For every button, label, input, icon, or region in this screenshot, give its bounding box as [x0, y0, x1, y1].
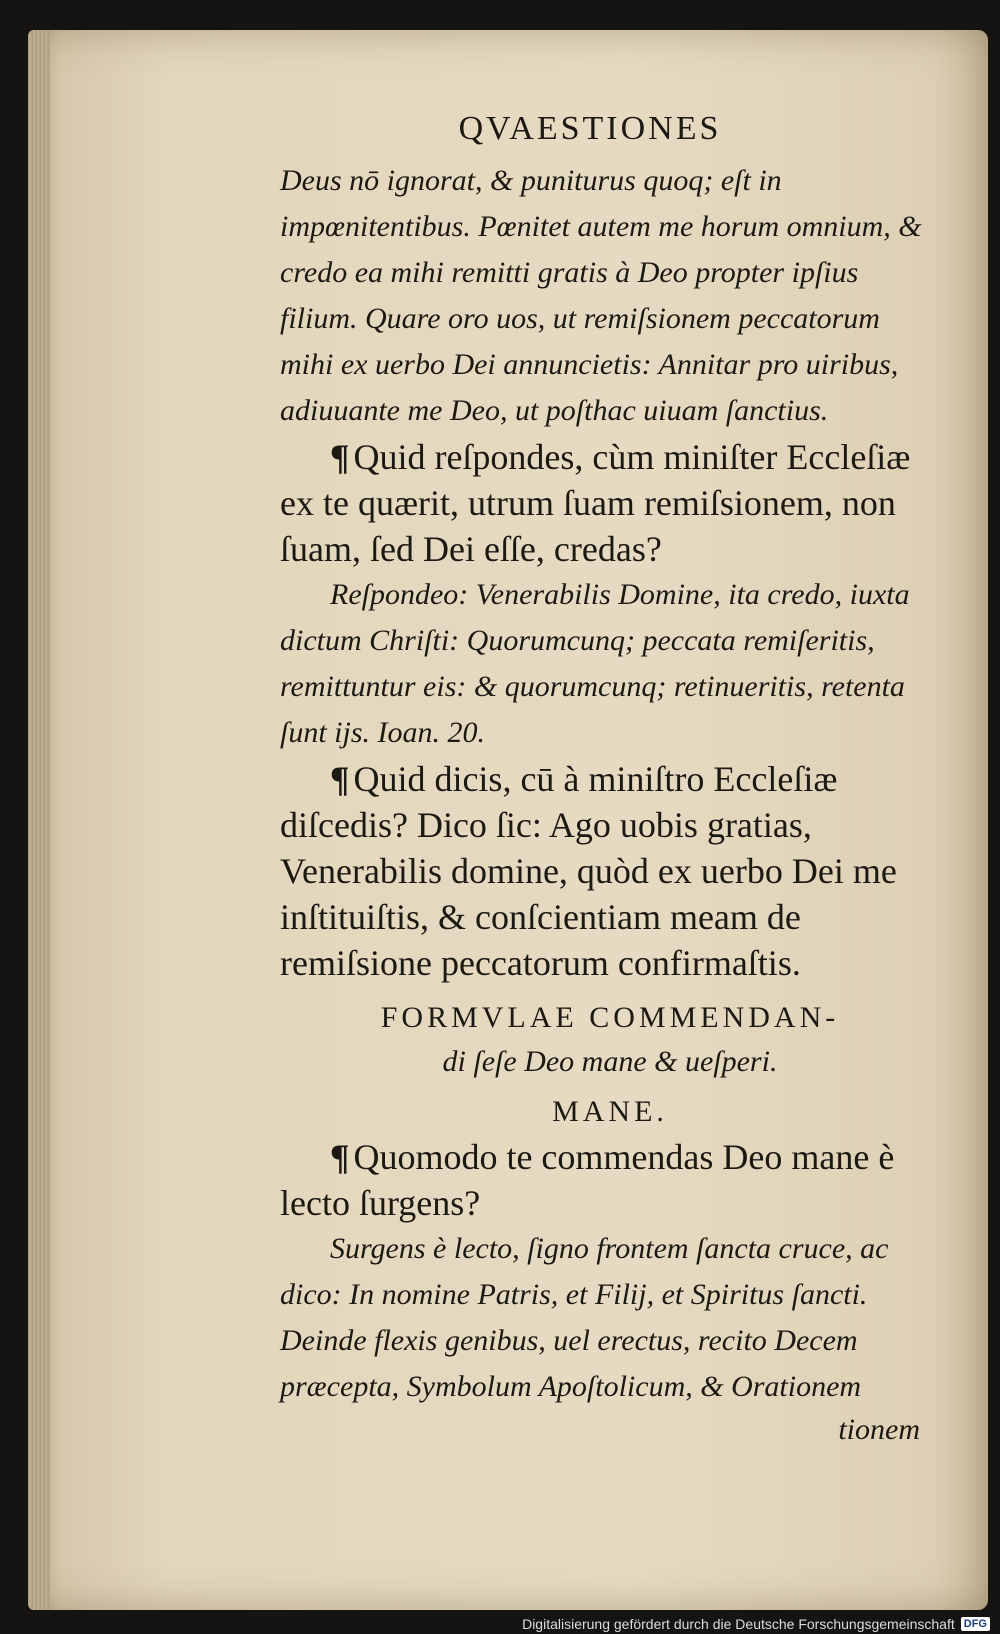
pilcrow-icon: ¶ [330, 1137, 350, 1177]
question-1 [280, 434, 940, 572]
paragraph-1: Deus nō ignorat, & puniturus quoq; eſt in impœnitentibus. Pœnitet autem me horum omnium, & credo ea mihi remitti gratis à Deo propter ipſius filium. Quare oro uos, ut remiſsionem peccatorum mihi ex uerbo Dei annuncietis: Annitar pro uiribus, adiuuante me Deo, ut poſthac uiuam ſanctius. [280, 164, 922, 427]
section-subheading: di ſeſe Deo mane & ueſperi. [442, 1045, 778, 1078]
answer-3: Surgens è lecto, ſigno frontem ſancta cruce, ac dico: In nomine Patris, et Filij, et Spiritus ſancti. Deinde flexis genibus, uel erectus, recito Decem præcepta, Symbolum Apoſtolicum, & Orationem [280, 1232, 889, 1403]
question-2-text: Quid dicis, cū à miniſtro Eccleſiæ diſcedis? Dico ſic: Ago uobis gratias, Venerabilis domine, quòd ex uerbo Dei me inſtituiſtis, & conſcientiam meam de remiſsione peccatorum confirmaſtis. [280, 759, 897, 983]
question-2 [280, 756, 940, 986]
answer-1: Reſpondeo: Venerabilis Domine, ita credo, iuxta dictum Chriſti: Quorumcunq; peccata remiſeritis, remittuntur eis: & quorumcunq; retinueritis, retenta ſunt ijs. Ioan. 20. [280, 578, 910, 749]
page-edge [28, 30, 50, 1610]
digitization-footer [522, 1616, 990, 1632]
page-text [280, 110, 940, 1450]
question-3-text: Quomodo te commendas Deo mane è lecto ſurgens? [280, 1137, 895, 1223]
dfg-logo-icon: DFG [961, 1617, 990, 1631]
catchword: tionem [838, 1413, 920, 1446]
section-heading: FORMVLAE COMMENDAN- [380, 1001, 840, 1034]
pilcrow-icon: ¶ [330, 759, 350, 799]
mane-heading: MANE. [552, 1095, 668, 1128]
footer-text: Digitalisierung gefördert durch die Deutsche Forschungsgemeinschaft [522, 1616, 955, 1632]
pilcrow-icon: ¶ [330, 437, 350, 477]
question-1-text: Quid reſpondes, cùm miniſter Eccleſiæ ex te quærit, utrum ſuam remiſsionem, non ſuam, ſed Dei eſſe, credas? [280, 437, 911, 569]
question-3 [280, 1134, 940, 1226]
running-head: QVAESTIONES [458, 110, 722, 147]
